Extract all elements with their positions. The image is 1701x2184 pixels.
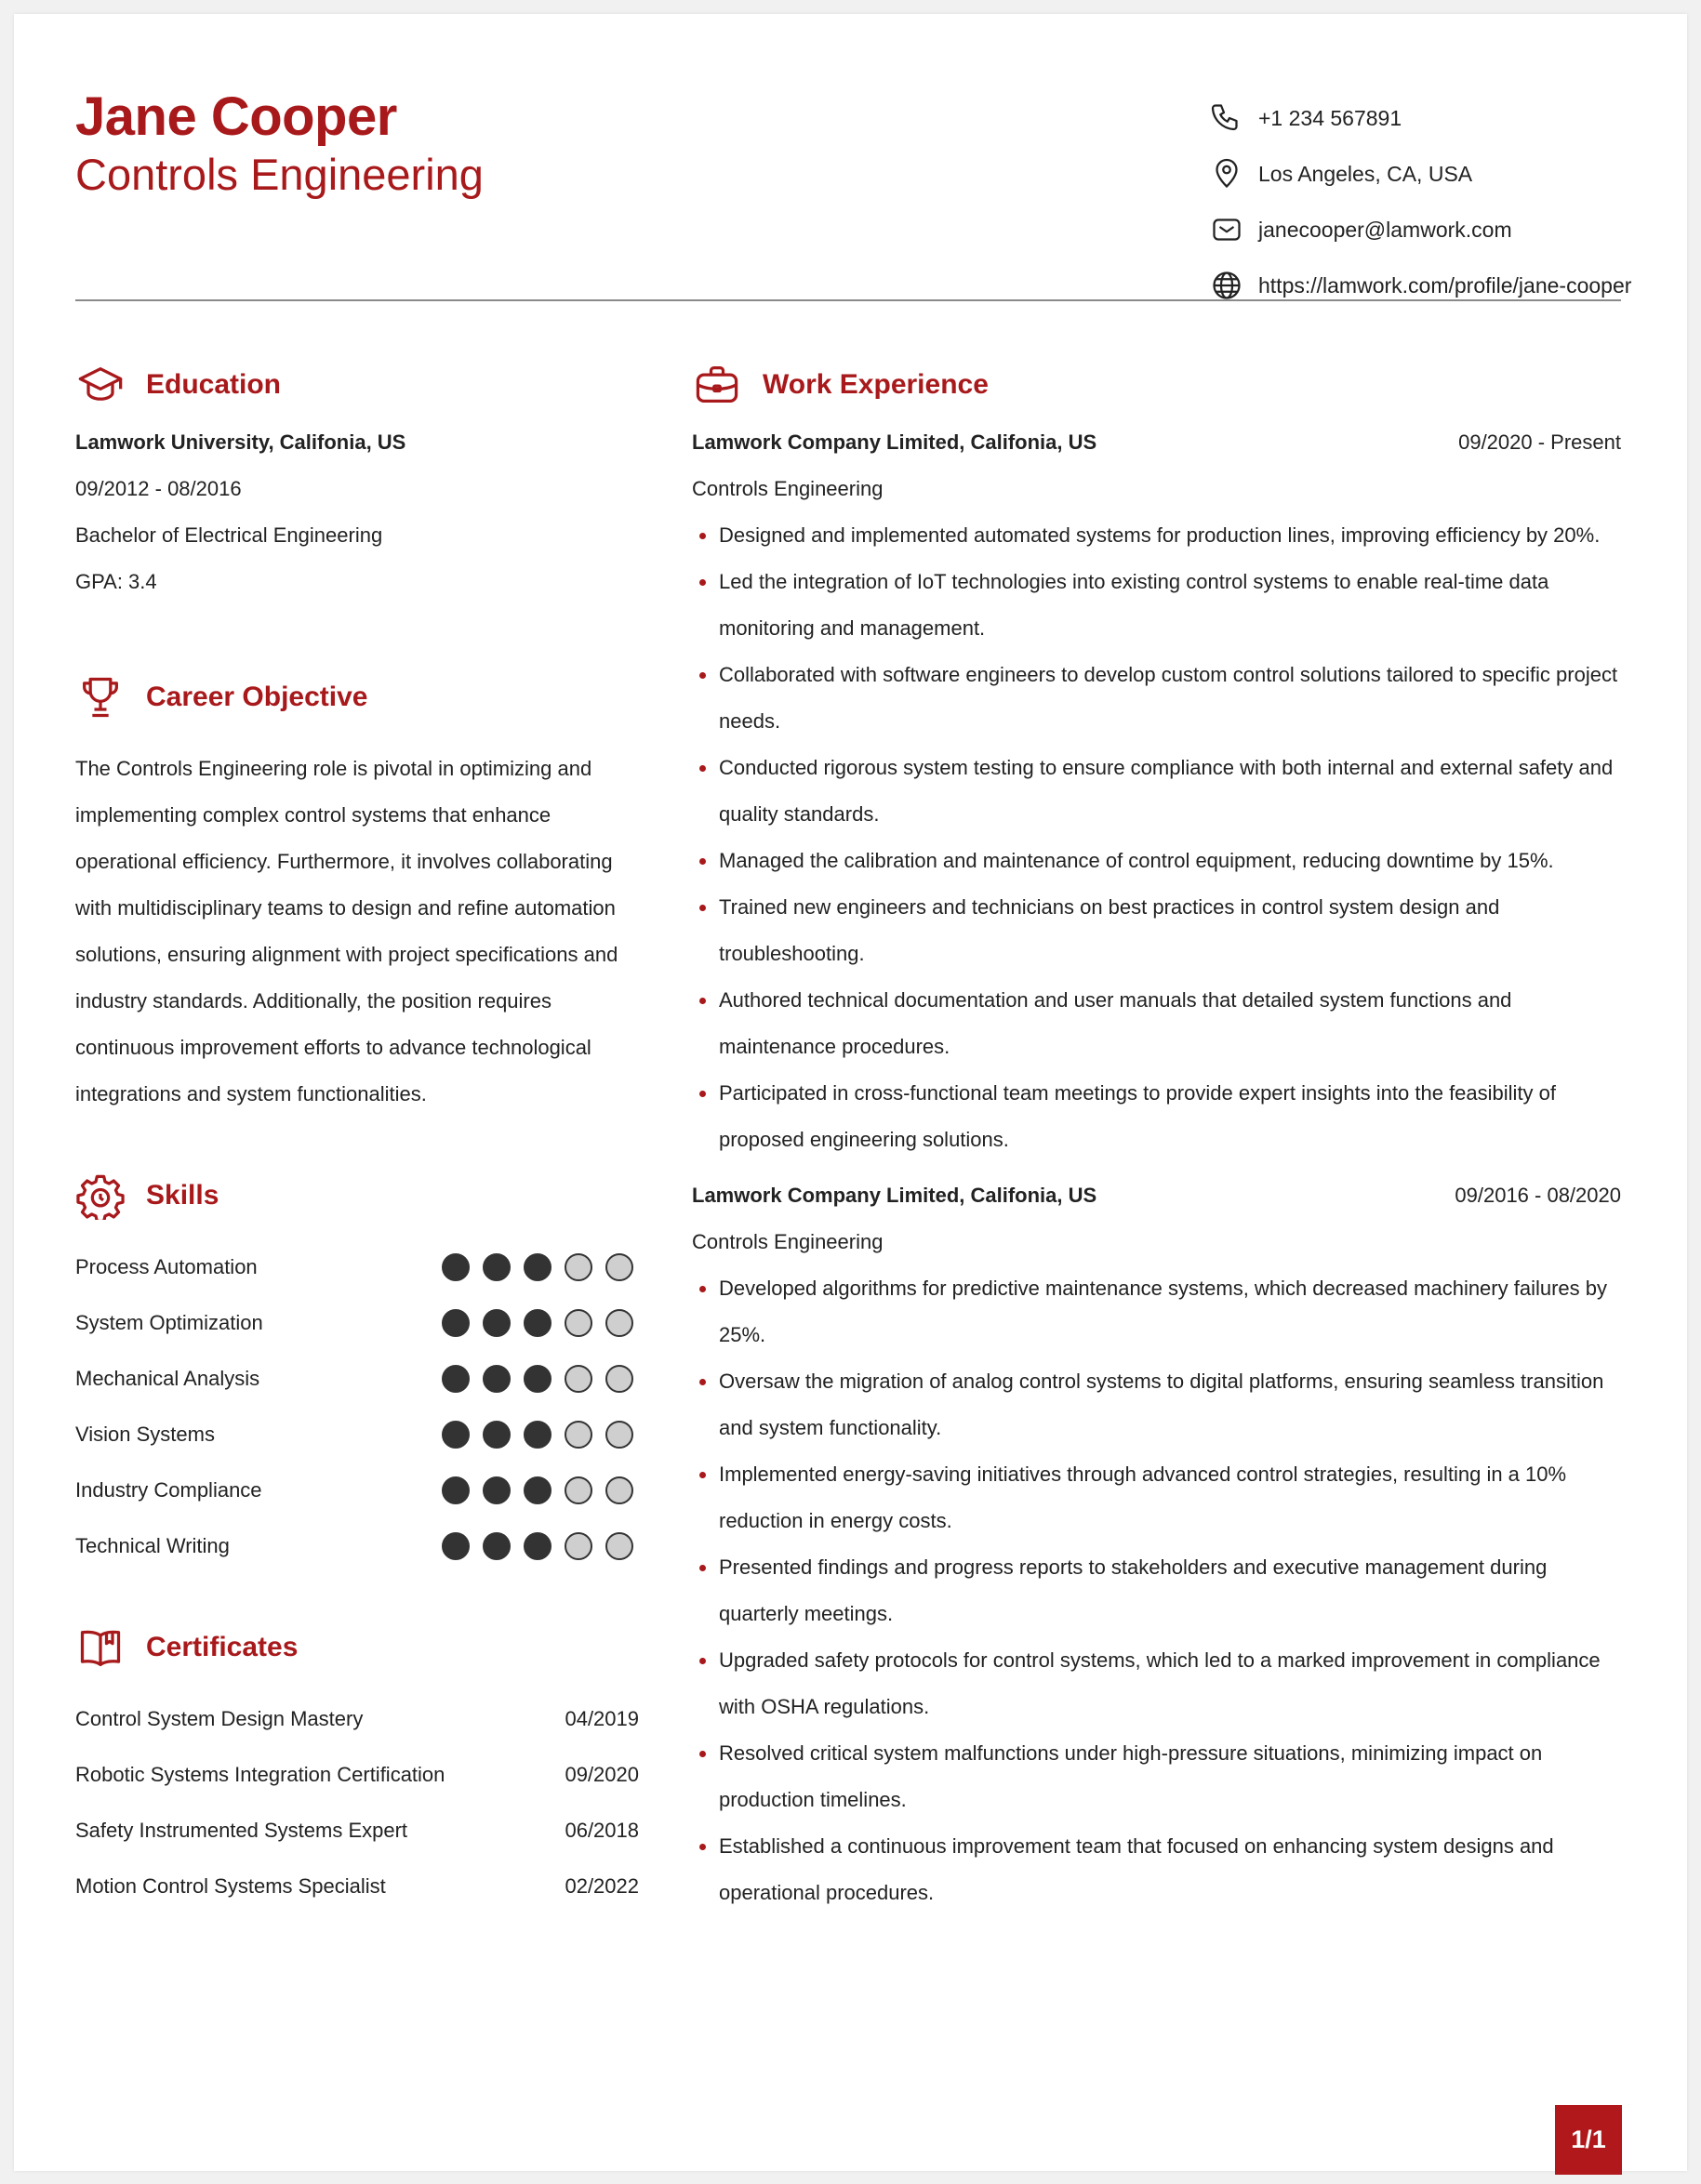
skill-name: Process Automation [75,1255,258,1278]
trophy-icon [75,672,126,722]
education-gpa: GPA: 3.4 [75,570,157,593]
rating-dot-empty [565,1421,592,1449]
location-pin-icon [1208,155,1245,192]
job-header [692,1172,1621,1219]
job-bullet: Trained new engineers and technicians on best practices in control system design and troubleshooting. [692,884,1622,977]
job-role: Controls Engineering [692,1230,884,1253]
rating-dot-filled [442,1532,470,1560]
contact-email-text[interactable]: janecooper@lamwork.com [1258,217,1512,242]
rating-dot-filled [524,1476,551,1504]
rating-dot-empty [565,1253,592,1281]
rating-dot-empty [605,1476,633,1504]
rating-dot-empty [605,1365,633,1393]
job-dates: 09/2016 - 08/2020 [1455,1184,1621,1207]
certificate-date: 09/2020 [565,1763,639,1786]
work-heading [692,360,989,410]
skill-name: Mechanical Analysis [75,1367,260,1390]
certificate-name: Motion Control Systems Specialist [75,1874,386,1898]
job-bullet: Collaborated with software engineers to develop custom control solutions tailored to specific project needs. [692,652,1622,745]
mail-icon [1208,211,1245,248]
header-divider [75,299,1621,301]
phone-icon [1208,99,1245,137]
rating-dot-filled [524,1253,551,1281]
certificate-row [75,1803,639,1859]
education-school: Lamwork University, Califonia, US [75,430,406,454]
rating-dot-filled [483,1253,511,1281]
job-bullet: Implemented energy-saving initiatives through advanced control strategies, resulting in a 10% reduction in energy costs. [692,1451,1622,1544]
skill-row [75,1239,633,1295]
job-bullet: Established a continuous improvement team that focused on enhancing system designs and operational procedures. [692,1823,1622,1916]
skill-row [75,1351,633,1407]
rating-dot-filled [483,1421,511,1449]
certificates-heading-text: Certificates [146,1632,299,1662]
certificate-name: Control System Design Mastery [75,1707,364,1730]
rating-dot-filled [442,1421,470,1449]
skill-name: System Optimization [75,1311,263,1334]
job-bullet: Resolved critical system malfunctions under high-pressure situations, minimizing impact on production timelines. [692,1730,1622,1823]
skill-rating [429,1253,633,1281]
certificate-date: 06/2018 [565,1819,639,1842]
rating-dot-filled [442,1253,470,1281]
rating-dot-filled [483,1532,511,1560]
education-dates: 09/2012 - 08/2016 [75,477,242,500]
rating-dot-filled [442,1309,470,1337]
job-bullet: Managed the calibration and maintenance of control equipment, reducing downtime by 15%. [692,838,1622,884]
job-bullets [692,1265,1622,1916]
contact-website [1208,258,1631,313]
rating-dot-filled [483,1365,511,1393]
rating-dot-filled [524,1421,551,1449]
rating-dot-empty [605,1532,633,1560]
rating-dot-empty [605,1253,633,1281]
job-company: Lamwork Company Limited, Califonia, US [692,1184,1097,1207]
rating-dot-filled [442,1476,470,1504]
certificate-name: Safety Instrumented Systems Expert [75,1819,408,1842]
skill-rating [429,1532,633,1560]
education-heading [75,360,281,410]
skill-row [75,1295,633,1351]
skill-name: Technical Writing [75,1534,230,1557]
candidate-name: Jane Cooper [75,86,397,147]
contact-location-text: Los Angeles, CA, USA [1258,161,1473,186]
rating-dot-empty [565,1476,592,1504]
skill-rating [429,1365,633,1393]
contact-email [1208,202,1631,258]
skill-row [75,1518,633,1574]
work-heading-text: Work Experience [763,369,989,400]
job-header [692,419,1621,466]
gear-icon [75,1171,126,1221]
job-company: Lamwork Company Limited, Califonia, US [692,430,1097,454]
job-bullet: Designed and implemented automated systems for production lines, improving efficiency by 20%. [692,512,1622,559]
rating-dot-empty [565,1309,592,1337]
graduation-cap-icon [75,360,126,410]
globe-icon [1208,267,1245,304]
skills-heading [75,1171,219,1221]
certificate-date: 04/2019 [565,1707,639,1730]
contact-location [1208,146,1631,202]
skill-row [75,1463,633,1518]
skill-rating [429,1421,633,1449]
job-bullet: Authored technical documentation and user manuals that detailed system functions and maintenance procedures. [692,977,1622,1070]
job-dates: 09/2020 - Present [1458,430,1621,454]
job-bullet: Oversaw the migration of analog control systems to digital platforms, ensuring seamless transition and system functionality. [692,1358,1622,1451]
rating-dot-empty [565,1365,592,1393]
contact-list [1208,90,1631,313]
rating-dot-filled [483,1476,511,1504]
job-role: Controls Engineering [692,477,884,500]
rating-dot-empty [565,1532,592,1560]
contact-phone-text: +1 234 567891 [1258,105,1402,130]
skill-name: Vision Systems [75,1423,215,1446]
job-bullet: Participated in cross-functional team meetings to provide expert insights into the feasibility of proposed engineering solutions. [692,1070,1622,1163]
certificates-heading [75,1622,298,1673]
rating-dot-empty [605,1421,633,1449]
job-bullets [692,512,1622,1163]
certificate-date: 02/2022 [565,1874,639,1898]
briefcase-icon [692,360,742,410]
rating-dot-filled [524,1532,551,1560]
certificate-row [75,1691,639,1747]
job-bullet: Presented findings and progress reports to stakeholders and executive management during quarterly meetings. [692,1544,1622,1637]
skill-row [75,1407,633,1463]
book-icon [75,1622,126,1673]
rating-dot-filled [524,1309,551,1337]
rating-dot-filled [524,1365,551,1393]
skill-rating [429,1309,633,1337]
page-indicator: 1/1 [1555,2105,1622,2175]
education-degree: Bachelor of Electrical Engineering [75,523,383,547]
certificate-row [75,1747,639,1803]
rating-dot-filled [483,1309,511,1337]
skill-name: Industry Compliance [75,1478,262,1502]
education-heading-text: Education [146,369,282,400]
certificate-row [75,1859,639,1914]
job-bullet: Upgraded safety protocols for control systems, which led to a marked improvement in compliance with OSHA regulations. [692,1637,1622,1730]
candidate-title: Controls Engineering [75,150,484,199]
job-bullet: Conducted rigorous system testing to ensure compliance with both internal and external safety and quality standards. [692,745,1622,838]
objective-heading [75,672,367,722]
rating-dot-filled [442,1365,470,1393]
contact-website-text[interactable]: https://lamwork.com/profile/jane-cooper [1258,272,1632,298]
contact-phone [1208,90,1631,146]
skills-heading-text: Skills [146,1180,219,1211]
objective-heading-text: Career Objective [146,682,368,712]
resume-page [14,14,1687,2171]
job-bullet: Developed algorithms for predictive maintenance systems, which decreased machinery failures by 25%. [692,1265,1622,1358]
certificate-name: Robotic Systems Integration Certification [75,1763,445,1786]
skill-rating [429,1476,633,1504]
objective-text: The Controls Engineering role is pivotal in optimizing and implementing complex control systems that enhance operational efficiency. Furthermore, it involves collaborating with multidisciplinary teams to design and refine automation solutions, ensuring alignment with project specifications and industry standards. Additionally, the position requires continuous improvement efforts to advance technological integrations and system functionalities. [75,757,618,1105]
rating-dot-empty [605,1309,633,1337]
job-bullet: Led the integration of IoT technologies into existing control systems to enable real-time data monitoring and management. [692,559,1622,652]
